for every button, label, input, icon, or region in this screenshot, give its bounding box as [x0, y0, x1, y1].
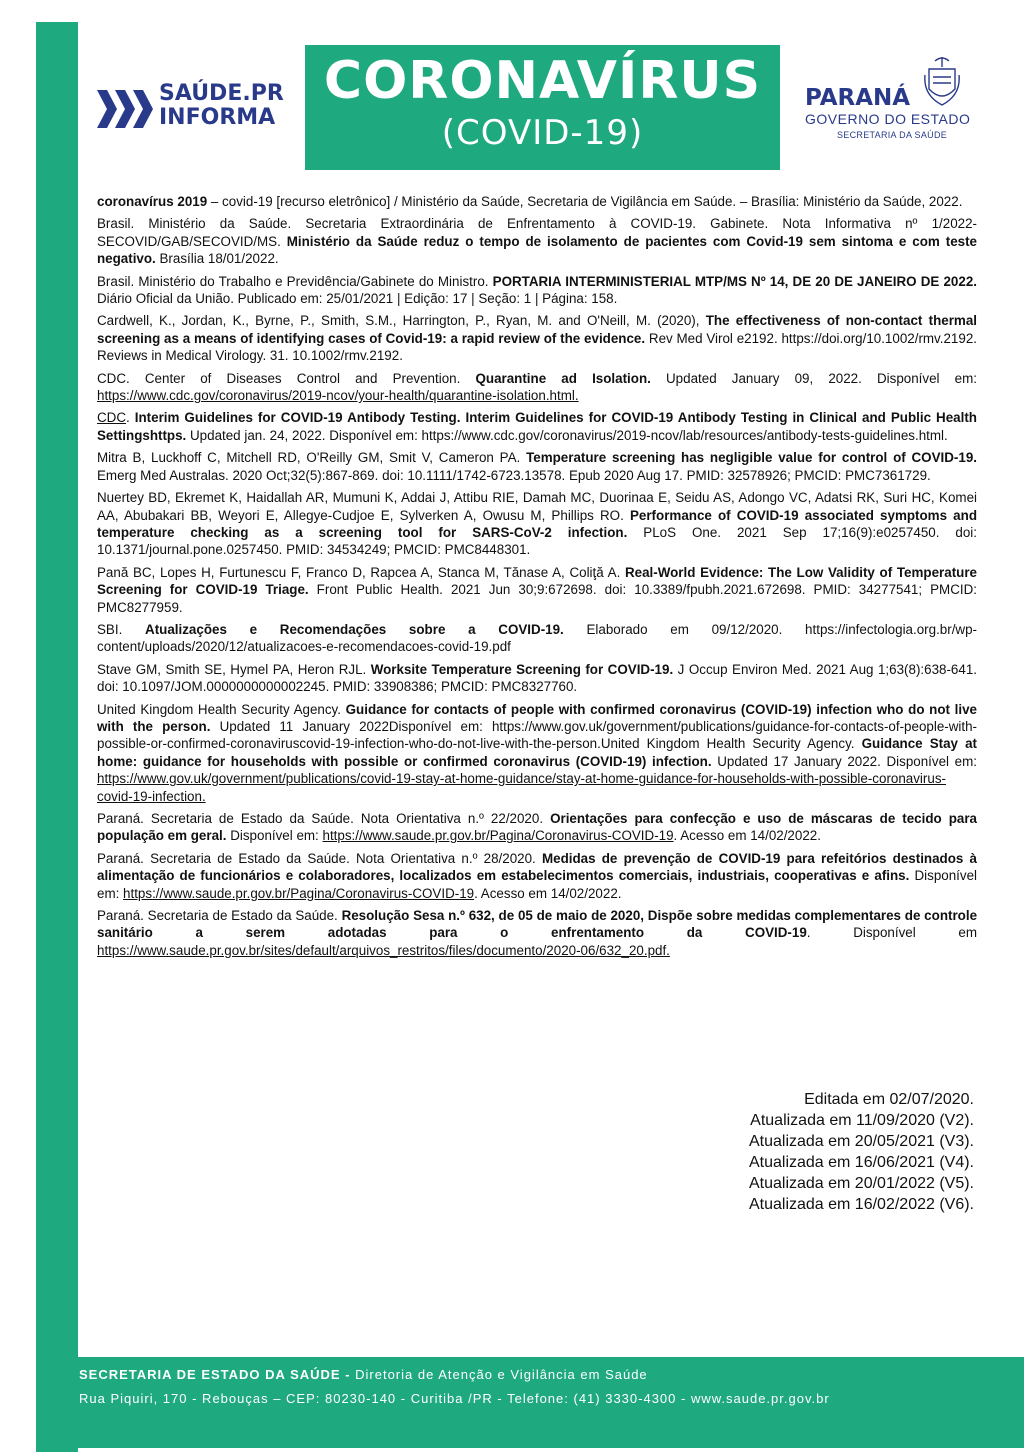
reference-text: . Disponível em	[806, 925, 977, 941]
reference-item	[97, 449, 977, 484]
reference-link[interactable]: CDC	[97, 410, 127, 426]
reference-title: PORTARIA INTERMINISTERIAL MTP/MS Nº 14, DE 20 DE JANEIRO DE 2022.	[492, 273, 977, 289]
reference-text: Pană BC, Lopes H, Furtunescu F, Franco D, Rapcea A, Stanca M, Tănase A, Coliţă A.	[97, 564, 625, 580]
reference-text: Brasil. Ministério do Trabalho e Previdência/Gabinete do Ministro.	[97, 273, 493, 289]
reference-title: The effectiveness of non‐contact thermal screening as a means of identifying cases of Covid‐19: a rapid review of the evidence.	[97, 313, 977, 346]
left-green-band	[36, 22, 78, 1452]
reference-text: Emerg Med Australas. 2020 Oct;32(5):867-869. doi: 10.1111/1742-6723.13578. Epub 2020 Aug 17. PMID: 32578926; PMCID: PMC7361729.	[97, 467, 931, 483]
footer-dept: Diretoria de Atenção e Vigilância em Saúde	[350, 1367, 648, 1382]
edit-history-line: Atualizada em 16/02/2022 (V6).	[748, 1196, 974, 1213]
reference-text: Disponível em:	[97, 868, 978, 901]
reference-item	[97, 564, 977, 616]
logo-right-line1: GOVERNO DO ESTADO	[805, 111, 971, 127]
reference-text: Updated jan. 24, 2022. Disponível em: https://www.cdc.gov/coronavirus/2019-ncov/lab/resources/antibody-tests-guidelines.html.	[186, 427, 948, 443]
reference-title: Temperature screening has negligible value for control of COVID-19.	[526, 450, 977, 466]
page-subtitle: (COVID-19)	[441, 113, 644, 153]
reference-title: Atualizações e Recomendações sobre a COVID-19.	[145, 621, 564, 637]
reference-title: Orientações para confecção e uso de máscaras de tecido para população em geral.	[97, 811, 977, 844]
reference-text: . Acesso em 14/02/2022.	[474, 885, 622, 901]
reference-text: SBI.	[97, 621, 146, 637]
reference-item	[97, 907, 977, 959]
reference-text: Disponível em:	[226, 828, 323, 844]
reference-link[interactable]: https://www.saude.pr.gov.br/sites/default/arquivos_restritos/files/documento/2020-06/632_20.pdf.	[97, 942, 670, 958]
reference-text: United Kingdom Health Security Agency.	[97, 701, 346, 717]
reference-item	[97, 273, 977, 308]
reference-title: Real-World Evidence: The Low Validity of Temperature Screening for COVID-19 Triage.	[97, 564, 977, 598]
reference-title: Guidance for contacts of people with confirmed coronavirus (COVID-19) infection who do not live with the person.	[97, 701, 977, 734]
reference-text: Elaborado em 09/12/2020. https://infectologia.org.br/wp-content/uploads/2020/12/atualizacoes-e-recomendacoes-covid-19.pdf	[97, 621, 977, 655]
reference-text: Cardwell, K., Jordan, K., Byrne, P., Smith, S.M., Harrington, P., Ryan, M. and O'Neill, M. (2020),	[97, 313, 706, 329]
reference-item	[97, 193, 977, 210]
reference-text: Paraná. Secretaria de Estado da Saúde. Nota Orientativa n.º 22/2020.	[97, 811, 551, 826]
reference-item	[97, 661, 977, 696]
logo-left-line1: SAÚDE.PR	[159, 81, 284, 106]
reference-text: . Acesso em 14/02/2022.	[673, 828, 821, 844]
reference-text: Paraná. Secretaria de Estado da Saúde.	[97, 908, 342, 924]
reference-link[interactable]: https://www.cdc.gov/coronavirus/2019-ncov/your-health/quarantine-isolation.html.	[97, 388, 579, 404]
reference-link[interactable]: https://www.saude.pr.gov.br/Pagina/Coronavirus-COVID-19	[322, 828, 674, 844]
reference-text: Updated 17 January 2022. Disponível em:	[711, 753, 977, 769]
coat-of-arms-icon	[923, 55, 961, 107]
edit-history-line: Atualizada em 20/01/2022 (V5).	[748, 1175, 974, 1192]
reference-item	[97, 489, 977, 559]
reference-item	[97, 810, 977, 845]
footer-line1	[79, 1367, 648, 1382]
reference-text: CDC. Center of Diseases Control and Prevention.	[97, 370, 476, 386]
edit-history-line: Editada em 02/07/2020.	[804, 1091, 974, 1108]
reference-item	[97, 370, 977, 405]
reference-item	[97, 409, 977, 444]
reference-text: Diário Oficial da União. Publicado em: 25/01/2021 | Edição: 17 | Seção: 1 | Página: 158.	[97, 291, 618, 307]
reference-link[interactable]: https://www.saude.pr.gov.br/Pagina/Coronavirus-COVID-19	[123, 885, 475, 901]
reference-text: PLoS One. 2021 Sep 17;16(9):e0257450. doi: 10.1371/journal.pone.0257450. PMID: 34534249; PMCID: PMC8448301.	[97, 524, 977, 558]
logo-left-line2: INFORMA	[159, 105, 276, 130]
reference-text: Front Public Health. 2021 Jun 30;9:672698. doi: 10.3389/fpubh.2021.672698. PMID: 34277541; PMCID: PMC8277959.	[97, 582, 977, 615]
reference-item	[97, 621, 977, 656]
reference-title: Ministério da Saúde reduz o tempo de isolamento de pacientes com Covid-19 sem sintoma e com teste negativo.	[97, 233, 977, 267]
reference-text: Brasília 18/01/2022.	[155, 251, 279, 267]
reference-link[interactable]: https://www.gov.uk/government/publications/covid-19-stay-at-home-guidance/stay-at-home-guidance-for-households-with-possible-coronavirus-covid-19-infection.	[97, 771, 946, 804]
edit-history-line: Atualizada em 16/06/2021 (V4).	[748, 1154, 974, 1171]
footer-address: Rua Piquiri, 170 - Rebouças – CEP: 80230-140 - Curitiba /PR - Telefone: (41) 3330-4300 - www.saude.pr.gov.br	[79, 1391, 830, 1406]
edit-history-line: Atualizada em 20/05/2021 (V3).	[748, 1133, 974, 1150]
reference-item	[97, 215, 977, 267]
footer-org: SECRETARIA DE ESTADO DA SAÚDE -	[79, 1367, 351, 1382]
reference-text: – covid-19 [recurso eletrônico] / Ministério da Saúde, Secretaria de Vigilância em Saúde. – Brasília: Ministério da Saúde, 2022.	[207, 194, 963, 209]
saude-pr-informa-logo	[97, 82, 297, 134]
reference-title: Resolução Sesa n.º 632, de 05 de maio de 2020, Dispõe sobre medidas complementares de controle sanitário a serem adotadas para o enfrentamento da COVID-19	[97, 908, 978, 941]
reference-text: Brasil. Ministério da Saúde. Secretaria Extraordinária de Enfrentamento à COVID-19. Gabinete. Nota Informativa nº 1/2022-SECOVID/GAB/SECOVID/MS.	[97, 216, 977, 249]
logo-right-line2: SECRETARIA DA SAÚDE	[837, 130, 948, 140]
parana-government-logo	[805, 55, 980, 145]
footer	[36, 1357, 1024, 1448]
reference-item	[97, 701, 977, 805]
reference-item	[97, 312, 977, 364]
reference-title: Worksite Temperature Screening for COVID-19.	[370, 661, 674, 677]
edit-history	[749, 1089, 974, 1215]
reference-text: Updated 11 January 2022Disponível em: https://www.gov.uk/government/publications/guidance-for-contacts-of-people-with-possible-or-confirmed-coronaviruscovid-19-infection-who-do-not-live-with-the-person.United Kingdom Health Security Agency.	[97, 718, 977, 752]
reference-text: Rev Med Virol e2192. https://doi.org/10.1002/rmv.2192. Reviews in Medical Virology. 31. 10.1002/rmv.2192.	[97, 330, 977, 364]
reference-title: Medidas de prevenção de COVID-19 para refeitórios destinados à alimentação de funcionários e colaboradores, localizados em estabelecimentos comerciais, industriais, cooperativas e afins.	[97, 850, 977, 884]
reference-title: coronavírus 2019	[97, 194, 208, 209]
references-list	[97, 193, 977, 964]
reference-text: .	[126, 410, 135, 426]
reference-text: Stave GM, Smith SE, Hymel PA, Heron RJL.	[97, 661, 371, 677]
reference-title: Guidance Stay at home: guidance for households with possible or confirmed coronavirus (COVID-19) infection.	[97, 736, 977, 769]
title-banner	[305, 45, 780, 170]
reference-title: Quarantine ad Isolation.	[475, 370, 651, 386]
logo-right-name: PARANÁ	[805, 85, 911, 111]
reference-text: Nuertey BD, Ekremet K, Haidallah AR, Mumuni K, Addai J, Attibu RIE, Damah MC, Duorinaa E, Seidu AS, Adongo VC, Adatsi RK, Suri HC, Komei AA, Abubakari BB, Weyori E, Allegye-Cudjoe E, Sylverken A, Owusu M, Phillips RO.	[97, 490, 977, 523]
reference-title: Performance of COVID-19 associated symptoms and temperature checking as a screening tool for SARS-CoV-2 infection.	[97, 507, 977, 540]
reference-text: J Occup Environ Med. 2021 Aug 1;63(8):638-641. doi: 10.1097/JOM.0000000000002245. PMID: 33908386; PMCID: PMC8327760.	[97, 661, 977, 695]
logo-left-text	[159, 82, 284, 130]
page-title: CORONAVÍRUS	[323, 51, 762, 111]
reference-item	[97, 850, 977, 902]
edit-history-line: Atualizada em 11/09/2020 (V2).	[750, 1112, 974, 1129]
reference-title: Interim Guidelines for COVID-19 Antibody Testing. Interim Guidelines for COVID-19 Antibody Testing in Clinical and Public Health Settingshttps.	[97, 410, 977, 443]
chevron-arrows-icon	[97, 90, 155, 128]
reference-text: Updated January 09, 2022. Disponível em:	[650, 370, 977, 386]
reference-text: Paraná. Secretaria de Estado da Saúde. Nota Orientativa n.º 28/2020.	[97, 850, 542, 866]
reference-text: Mitra B, Luckhoff C, Mitchell RD, O'Reilly GM, Smit V, Cameron PA.	[97, 450, 527, 466]
